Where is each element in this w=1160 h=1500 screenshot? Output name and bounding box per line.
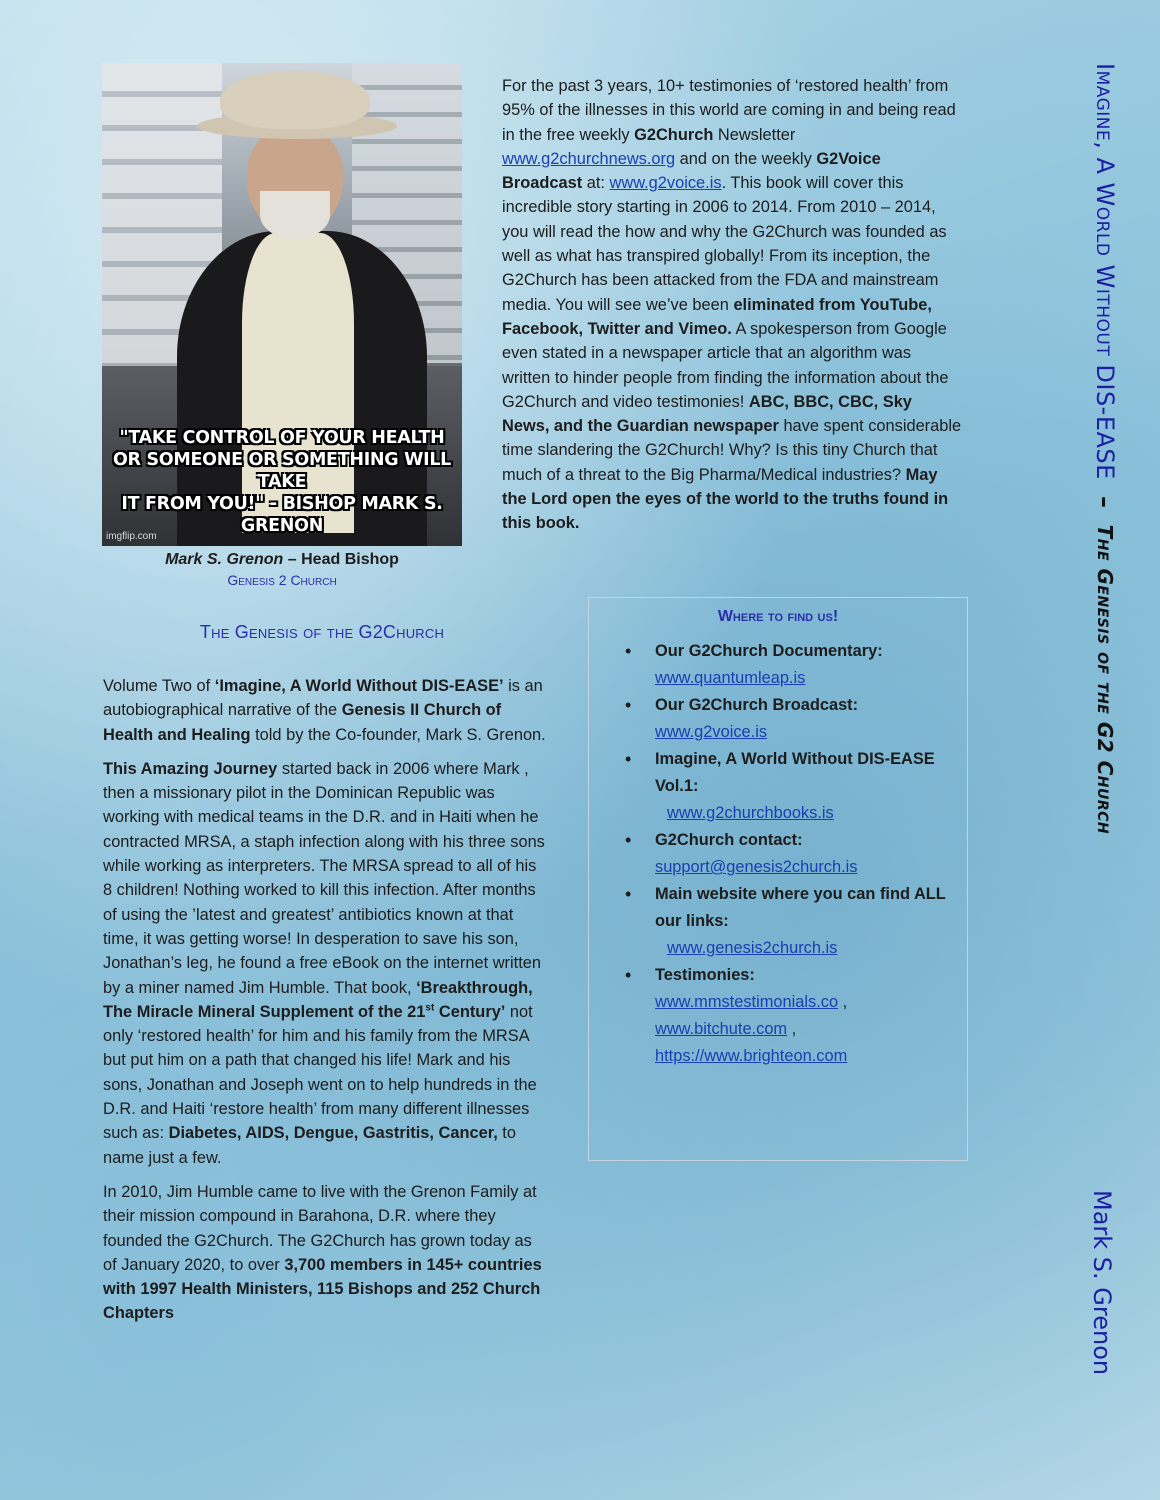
body-text: is an autobiographical narrative of the: [103, 677, 543, 720]
body-bold: 3,700 members in 145+ countries with 1997 Health Ministers, 115 Bishops and 252 Church Chapters: [103, 1255, 542, 1323]
body-text: Volume Two of: [103, 677, 215, 695]
findus-item-main-website: [625, 881, 967, 962]
body-column: [103, 674, 548, 1336]
broadcast-link[interactable]: www.g2voice.is: [609, 174, 722, 193]
findus-item-testimonies: [625, 962, 967, 1070]
body-text: started back in 2006 where Mark , then a missionary pilot in the Dominican Republic was working with medical teams in the D.R. and in Haiti when he contracted MRSA, a staph infection along with his three sons while working as interpreters. The MRSA spread to all of his 8 children! Nothing worked to kill this infection. After months of using the ’latest and greatest’ antibiotics known at that time, it was getting worse! In desperation to save his son, Jonathan’s leg, he found a free eBook on the internet written by a miner named Jim Humble. That book,: [103, 759, 545, 997]
body-bold: Century’: [434, 1002, 506, 1021]
caption-line: [102, 550, 462, 570]
intro-text: Newsletter: [713, 125, 796, 144]
intro-text: have spent considerable time slandering the G2Church! Why? Is this tiny Church that much of a threat to the Big Pharma/Medical industries?: [502, 417, 962, 484]
findus-item-documentary: [625, 638, 967, 692]
section-heading: The Genesis of the G2Church: [199, 622, 445, 642]
intro-bold: eliminated from YouTube, Facebook, Twitter and Vimeo.: [502, 295, 932, 338]
body-text: told by the Co-founder, Mark S. Grenon.: [250, 725, 546, 744]
where-to-find-us-box: [588, 597, 968, 1161]
spine-dash: –: [1091, 495, 1119, 509]
spine-title: [1060, 63, 1150, 1113]
body-paragraph: [103, 1180, 548, 1326]
intro-text: . This book will cover this incredible story starting in 2006 to 2014. From 2010 – 2014, you will read the how and why the G2Church was founded as well as what has transpired globally! From its inception, the G2Church has been attacked from the FDA and mainstream media. You will see we’ve been: [502, 174, 947, 314]
bitchute-link[interactable]: www.bitchute.com: [655, 1020, 788, 1038]
brighteon-link[interactable]: https://www.brighteon.com: [655, 1047, 848, 1065]
intro-text: For the past 3 years, 10+ testimonies of ‘restored health’ from 95% of the illnesses in this world are coming in and being read in the free weekly: [502, 77, 956, 144]
main-website-link[interactable]: www.genesis2church.is: [667, 939, 838, 957]
photo-watermark: imgflip.com: [106, 531, 157, 542]
body-text: not only ‘restored health’ for him and his family from the MRSA but put him on a path that changed his life! Mark and his sons, Jonathan and Joseph went on to help hundreds in the D.R. and Haiti ‘restore health’ from many different illnesses such as:: [103, 1002, 537, 1143]
body-bold: This Amazing Journey: [103, 759, 278, 778]
books-link[interactable]: www.g2churchbooks.is: [667, 804, 834, 822]
body-bold: Genesis II Church of Health and Healing: [103, 701, 502, 744]
findus-item-label: • Main website where you can find ALL our links:: [655, 885, 946, 930]
findus-item-label: • Our G2Church Broadcast:: [655, 696, 859, 714]
caption-org: Genesis 2 Church: [227, 572, 337, 588]
findus-title: Where to find us!: [717, 608, 839, 625]
photo-quote: [102, 427, 462, 537]
spine-book-title: Imagine, A World Without DIS-EASE: [1091, 63, 1119, 480]
body-paragraph: [103, 757, 548, 1170]
intro-text: and on the weekly: [675, 149, 817, 168]
intro-bold: G2Voice Broadcast: [502, 149, 881, 193]
body-bold: Diabetes, AIDS, Dengue, Gastritis, Cancer,: [168, 1124, 498, 1143]
broadcast-site-link[interactable]: www.g2voice.is: [655, 723, 768, 741]
caption-role: – Head Bishop: [283, 551, 399, 568]
photo-quote-line: OR SOMEONE OR SOMETHING WILL TAKE: [112, 450, 452, 492]
intro-bold: ABC, BBC, CBC, Sky News, and the Guardian newspaper: [502, 392, 912, 436]
photo-quote-line: IT FROM YOU!" - BISHOP MARK S. GRENON: [121, 494, 443, 536]
contact-email-link[interactable]: support@genesis2church.is: [655, 858, 858, 876]
spine-title-text: [1090, 63, 1120, 834]
bishop-photo: [102, 63, 462, 546]
photo-hat: [220, 71, 370, 129]
caption-name: Mark S. Grenon: [165, 551, 284, 568]
photo-beard: [260, 191, 330, 239]
newsletter-link[interactable]: www.g2churchnews.org: [502, 149, 676, 168]
spine-author-text: Mark S. Grenon: [1088, 1190, 1116, 1376]
intro-bold: May the Lord open the eyes of the world to the truths found in this book.: [502, 465, 949, 533]
findus-item-label: • Our G2Church Documentary:: [655, 642, 883, 660]
findus-link-wrap: [655, 935, 967, 962]
findus-item-label: • Testimonies:: [655, 966, 755, 984]
findus-link-wrap: [655, 800, 967, 827]
intro-paragraph: [502, 74, 962, 536]
findus-item-book: [625, 746, 967, 827]
documentary-link[interactable]: www.quantumleap.is: [655, 669, 806, 687]
body-paragraph: [103, 674, 548, 747]
findus-item-label: • Imagine, A World Without DIS-EASE Vol.1:: [655, 750, 935, 795]
findus-item-label: • G2Church contact:: [655, 831, 803, 849]
findus-item-contact: [625, 827, 967, 881]
intro-text: A spokesperson from Google even stated in a newspaper article that an algorithm was written to hinder people from finding the information about the G2Church and video testimonies!: [502, 319, 949, 411]
link-separator: ,: [787, 1020, 797, 1038]
body-superscript: st: [425, 1002, 435, 1014]
body-bold: ‘Imagine, A World Without DIS-EASE’: [214, 677, 504, 695]
body-text: to name just a few.: [103, 1124, 516, 1167]
photo-caption: [102, 550, 462, 590]
intro-text: at:: [582, 174, 610, 193]
testimonials-link[interactable]: www.mmstestimonials.co: [655, 993, 839, 1011]
photo-quote-line: "TAKE CONTROL OF YOUR HEALTH: [119, 428, 445, 448]
spine-author: [1088, 1190, 1128, 1390]
link-separator: ,: [838, 993, 848, 1011]
body-bold: ‘Breakthrough, The Miracle Mineral Supplement of the 21: [103, 978, 533, 1021]
spine-subtitle: The Genesis of the G2 Church: [1093, 524, 1117, 835]
intro-bold: G2Church: [634, 125, 714, 144]
findus-item-broadcast: [625, 692, 967, 746]
body-text: In 2010, Jim Humble came to live with the Grenon Family at their mission compound in Barahona, D.R. where they founded the G2Church. The G2Church has grown today as of January 2020, to over: [103, 1182, 537, 1274]
findus-list: [589, 638, 967, 1070]
